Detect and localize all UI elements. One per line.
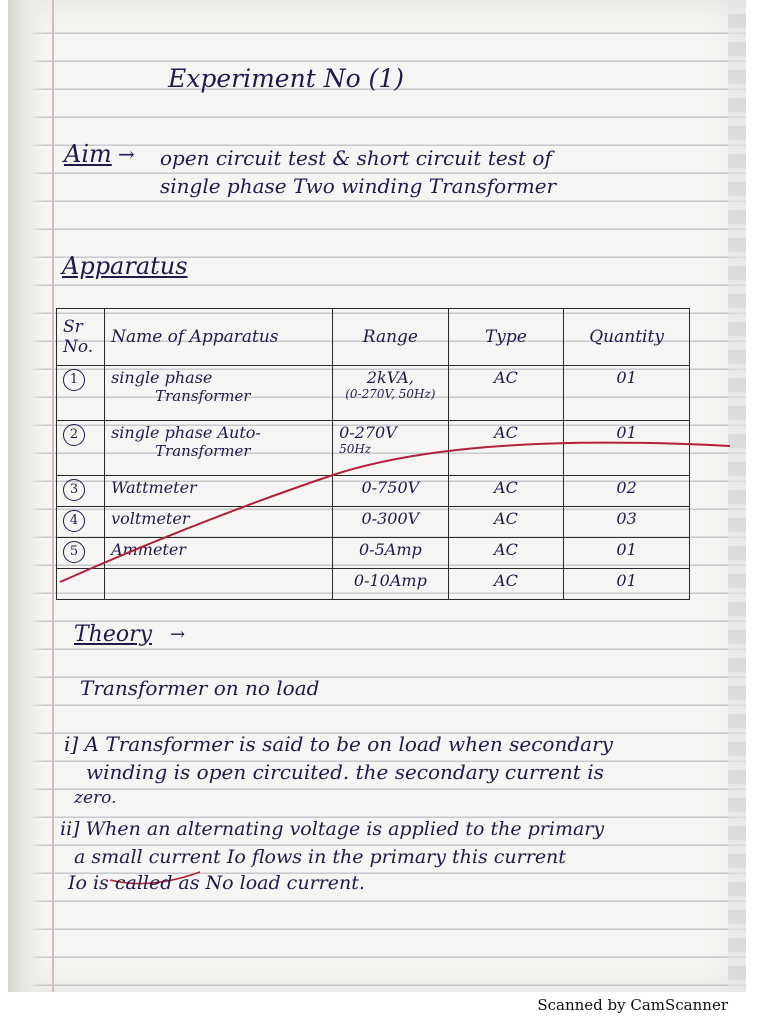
apparatus-range: 0-270V: [339, 423, 397, 442]
header-quantity: Quantity: [564, 309, 690, 366]
apparatus-name: single phase: [111, 368, 213, 387]
apparatus-table: [56, 308, 690, 600]
apparatus-quantity: 02: [564, 476, 690, 507]
apparatus-quantity: 01: [564, 569, 690, 600]
header-sr-no: Sr No.: [57, 309, 105, 366]
apparatus-type: AC: [448, 421, 564, 476]
table-row: [57, 569, 690, 600]
aim-arrow: →: [118, 142, 135, 166]
apparatus-quantity: 03: [564, 507, 690, 538]
apparatus-name-empty: [105, 569, 333, 600]
header-name: Name of Apparatus: [105, 309, 333, 366]
paragraph-2-line-1: ii] When an alternating voltage is applied to the primary: [60, 818, 605, 840]
aim-label: Aim: [64, 140, 112, 168]
apparatus-type: AC: [448, 569, 564, 600]
paragraph-1-line-3: zero.: [74, 788, 117, 808]
theory-heading: Transformer on no load: [80, 676, 320, 700]
page-title: Experiment No (1): [168, 64, 404, 93]
apparatus-name: Ammeter: [105, 538, 333, 569]
paragraph-1-line-2: winding is open circuited. the secondary current is: [86, 760, 604, 784]
apparatus-range: 0-300V: [333, 507, 449, 538]
sr-number: 2: [63, 424, 85, 446]
apparatus-name-cont: Transformer: [155, 442, 251, 460]
apparatus-label: Apparatus: [62, 252, 188, 280]
margin-line: [52, 0, 54, 992]
table-row: [57, 538, 690, 569]
apparatus-name: voltmeter: [105, 507, 333, 538]
apparatus-type: AC: [448, 476, 564, 507]
header-type: Type: [448, 309, 564, 366]
apparatus-type: AC: [448, 366, 564, 421]
paragraph-2-line-3: Io is called as No load current.: [68, 872, 365, 894]
apparatus-range-cont: 50Hz: [339, 442, 372, 456]
theory-label: Theory: [74, 622, 153, 647]
aim-line-1: open circuit test & short circuit test of: [160, 146, 552, 170]
paragraph-2-line-2: a small current Io flows in the primary this current: [74, 846, 566, 868]
apparatus-range: 0-5Amp: [333, 538, 449, 569]
apparatus-name-cont: Transformer: [155, 387, 251, 405]
apparatus-range-cont: (0-270V, 50Hz): [345, 387, 436, 401]
sr-number: 1: [63, 369, 85, 391]
sr-number: 5: [63, 541, 85, 563]
apparatus-quantity: 01: [564, 421, 690, 476]
table-row: [57, 476, 690, 507]
theory-arrow: →: [170, 624, 186, 645]
table-row: [57, 421, 690, 476]
page-edge: [728, 0, 746, 992]
apparatus-quantity: 01: [564, 366, 690, 421]
notebook-binding-shadow: [8, 0, 44, 992]
apparatus-type: AC: [448, 507, 564, 538]
apparatus-range: 2kVA,: [366, 368, 414, 387]
aim-line-2: single phase Two winding Transformer: [160, 174, 557, 198]
apparatus-range: 0-10Amp: [333, 569, 449, 600]
sr-number-empty: [57, 569, 105, 600]
apparatus-type: AC: [448, 538, 564, 569]
apparatus-name: Wattmeter: [105, 476, 333, 507]
table-header-row: [57, 309, 690, 366]
apparatus-range: 0-750V: [333, 476, 449, 507]
table-row: [57, 366, 690, 421]
table-row: [57, 507, 690, 538]
apparatus-name: single phase Auto-: [111, 423, 261, 442]
paragraph-1-line-1: i] A Transformer is said to be on load when secondary: [64, 732, 613, 756]
sr-number: 3: [63, 479, 85, 501]
sr-number: 4: [63, 510, 85, 532]
scanner-watermark: Scanned by CamScanner: [537, 996, 728, 1014]
apparatus-quantity: 01: [564, 538, 690, 569]
header-range: Range: [333, 309, 449, 366]
